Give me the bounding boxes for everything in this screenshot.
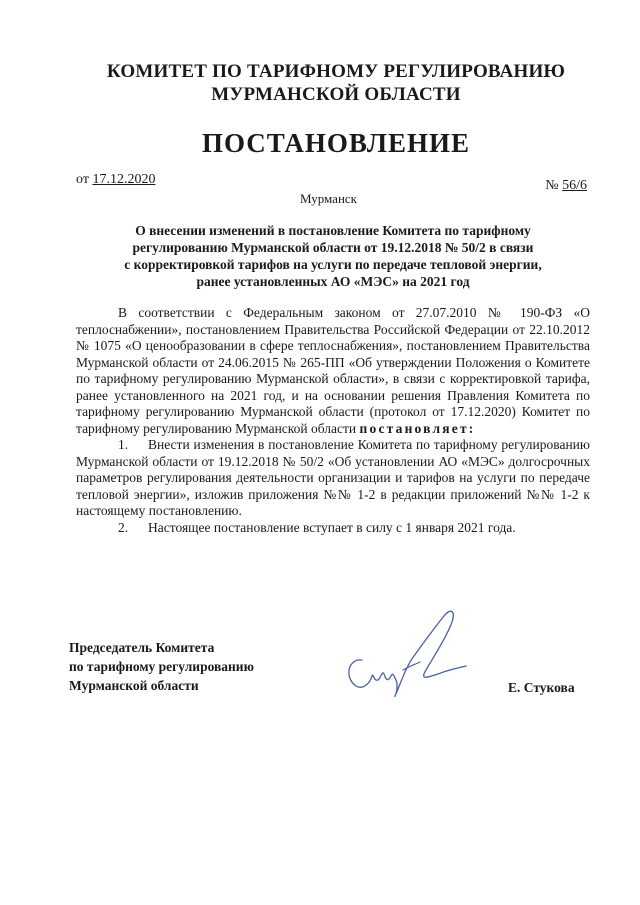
preamble-paragraph — [76, 305, 590, 437]
document-body — [76, 305, 590, 536]
signer-title-line2: по тарифному регулированию — [69, 659, 254, 674]
item-2-text: Настоящее постановление вступает в силу с 1 января 2021 года. — [148, 519, 516, 535]
date-prefix: от — [76, 172, 89, 187]
subject-line3: с корректировкой тарифов на услуги по передаче тепловой энергии, — [124, 257, 542, 272]
signer-name: Е. Стукова — [508, 680, 575, 695]
document-date — [76, 172, 155, 188]
item-1-number: 1. — [118, 437, 129, 452]
organization-name — [40, 60, 632, 106]
decree-item-2 — [76, 520, 590, 537]
document-number — [545, 178, 587, 194]
date-value: 17.12.2020 — [92, 172, 156, 187]
handwritten-signature — [340, 600, 470, 700]
document-type-title: ПОСТАНОВЛЕНИЕ — [201, 128, 471, 158]
signature-stroke — [403, 662, 420, 670]
decree-word: постановляет: — [359, 420, 476, 436]
document-subject — [76, 222, 590, 290]
item-2-number: 2. — [118, 519, 129, 535]
number-prefix: № — [545, 178, 559, 193]
subject-line1: О внесении изменений в постановление Комитета по тарифному — [135, 223, 531, 238]
number-value: 56/6 — [562, 178, 587, 193]
decree-item-1 — [76, 437, 590, 520]
item-1-text: Внести изменения в постановление Комитета по тарифному регулированию Мурманской области от 19.12.2018 № 50/2 «Об установлении АО «МЭС» долгосрочных параметров регулирования деятельности организации и тарифов на услуги по передаче тепловой энергии», изложив приложения №№ 1-2 в редакции приложений №№ 1-2 к настоящему постановлению. — [76, 437, 590, 518]
signer-title-line1: Председатель Комитета — [69, 640, 215, 655]
organization-name-line2: МУРМАНСКОЙ ОБЛАСТИ — [211, 84, 461, 105]
subject-line2: регулированию Мурманской области от 19.12.2018 № 50/2 в связи — [132, 240, 534, 255]
preamble-text: В соответствии с Федеральным законом от 27.07.2010 № 190-ФЗ «О теплоснабжении», постановлением Правительства Российской Федерации от 22.10.2012 № 1075 «О ценообразовании в сфере теплоснабжения», постановлением Правительства Мурманской области от 24.06.2015 № 265-ПП «Об утверждении Положения о Комитете по тарифному регулированию Мурманской области», в связи с корректировкой тарифа, ранее установленного на 2021 год, и на основании решения Правления Комитета по тарифному регулированию Мурманской области (протокол от 17.12.2020) Комитет по тарифному регулированию Мурманской области — [76, 305, 590, 436]
signature-stroke — [349, 611, 466, 696]
signer-title-line3: Мурманской области — [69, 678, 199, 693]
document-city: Мурманск — [300, 191, 357, 206]
organization-name-line1: КОМИТЕТ ПО ТАРИФНОМУ РЕГУЛИРОВАНИЮ — [106, 61, 566, 82]
signer-title — [69, 638, 254, 695]
subject-line4: ранее установленных АО «МЭС» на 2021 год — [196, 274, 470, 289]
